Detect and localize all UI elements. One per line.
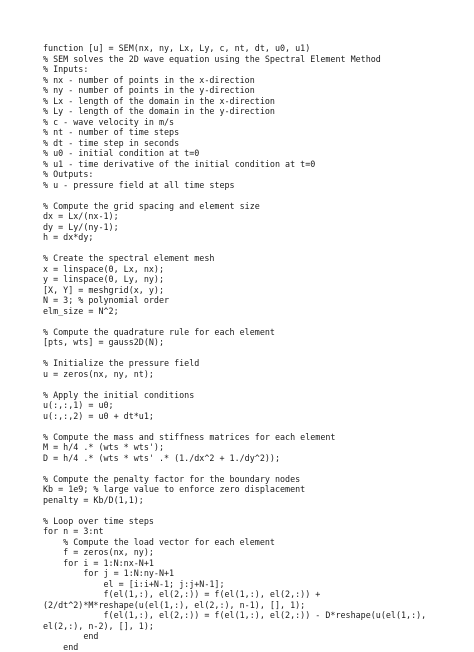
code-line-32: u = zeros(nx, ny, nt);	[43, 369, 443, 380]
code-line-42: % Compute the penalty factor for the boundary nodes	[43, 474, 443, 485]
code-line-56: el(2,:), n-2), [], 1);	[43, 621, 443, 632]
code-line-11: % u0 - initial condition at t=0	[43, 148, 443, 159]
code-line-6: % Lx - length of the domain in the x-direction	[43, 96, 443, 107]
code-line-34: % Apply the initial conditions	[43, 390, 443, 401]
code-line-10: % dt - time step in seconds	[43, 138, 443, 149]
code-line-21: % Create the spectral element mesh	[43, 253, 443, 264]
code-line-35: u(:,:,1) = u0;	[43, 400, 443, 411]
code-line-49: f = zeros(nx, ny);	[43, 547, 443, 558]
code-line-13: % Outputs:	[43, 169, 443, 180]
code-line-28: % Compute the quadrature rule for each element	[43, 327, 443, 338]
code-line-39: M = h/4 .* (wts * wts');	[43, 442, 443, 453]
blank-line	[43, 505, 443, 516]
code-line-3: % Inputs:	[43, 64, 443, 75]
code-line-4: % nx - number of points in the x-direction	[43, 75, 443, 86]
code-line-46: % Loop over time steps	[43, 516, 443, 527]
code-line-50: for i = 1:N:nx-N+1	[43, 558, 443, 569]
code-line-31: % Initialize the pressure field	[43, 358, 443, 369]
code-line-51: for j = 1:N:ny-N+1	[43, 568, 443, 579]
code-listing	[43, 43, 443, 652]
code-line-48: % Compute the load vector for each element	[43, 537, 443, 548]
code-line-58: end	[43, 642, 443, 652]
code-line-25: N = 3; % polynomial order	[43, 295, 443, 306]
code-line-40: D = h/4 .* (wts * wts' .* (1./dx^2 + 1./dy^2));	[43, 453, 443, 464]
code-line-1: function [u] = SEM(nx, ny, Lx, Ly, c, nt, dt, u0, u1)	[43, 43, 443, 54]
code-line-5: % ny - number of points in the y-direction	[43, 85, 443, 96]
code-line-53: f(el(1,:), el(2,:)) = f(el(1,:), el(2,:)) +	[43, 589, 443, 600]
blank-line	[43, 421, 443, 432]
blank-line	[43, 463, 443, 474]
code-line-12: % u1 - time derivative of the initial condition at t=0	[43, 159, 443, 170]
code-line-22: x = linspace(0, Lx, nx);	[43, 264, 443, 275]
blank-line	[43, 379, 443, 390]
code-line-57: end	[43, 631, 443, 642]
code-line-26: elm_size = N^2;	[43, 306, 443, 317]
code-line-43: Kb = 1e9; % large value to enforce zero displacement	[43, 484, 443, 495]
blank-line	[43, 243, 443, 254]
code-line-44: penalty = Kb/D(1,1);	[43, 495, 443, 506]
blank-line	[43, 190, 443, 201]
code-line-8: % c - wave velocity in m/s	[43, 117, 443, 128]
code-line-18: dy = Ly/(ny-1);	[43, 222, 443, 233]
code-line-16: % Compute the grid spacing and element size	[43, 201, 443, 212]
code-line-9: % nt - number of time steps	[43, 127, 443, 138]
code-line-2: % SEM solves the 2D wave equation using the Spectral Element Method	[43, 54, 443, 65]
code-line-24: [X, Y] = meshgrid(x, y);	[43, 285, 443, 296]
code-line-54: (2/dt^2)*M*reshape(u(el(1,:), el(2,:), n-1), [], 1);	[43, 600, 443, 611]
code-line-55: f(el(1,:), el(2,:)) = f(el(1,:), el(2,:)) - D*reshape(u(el(1,:),	[43, 610, 443, 621]
code-line-38: % Compute the mass and stiffness matrices for each element	[43, 432, 443, 443]
code-line-19: h = dx*dy;	[43, 232, 443, 243]
code-line-47: for n = 3:nt	[43, 526, 443, 537]
blank-line	[43, 316, 443, 327]
code-line-23: y = linspace(0, Ly, ny);	[43, 274, 443, 285]
code-line-7: % Ly - length of the domain in the y-direction	[43, 106, 443, 117]
code-line-29: [pts, wts] = gauss2D(N);	[43, 337, 443, 348]
code-line-14: % u - pressure field at all time steps	[43, 180, 443, 191]
code-line-36: u(:,:,2) = u0 + dt*u1;	[43, 411, 443, 422]
code-line-17: dx = Lx/(nx-1);	[43, 211, 443, 222]
code-line-52: el = [i:i+N-1; j:j+N-1];	[43, 579, 443, 590]
blank-line	[43, 348, 443, 359]
